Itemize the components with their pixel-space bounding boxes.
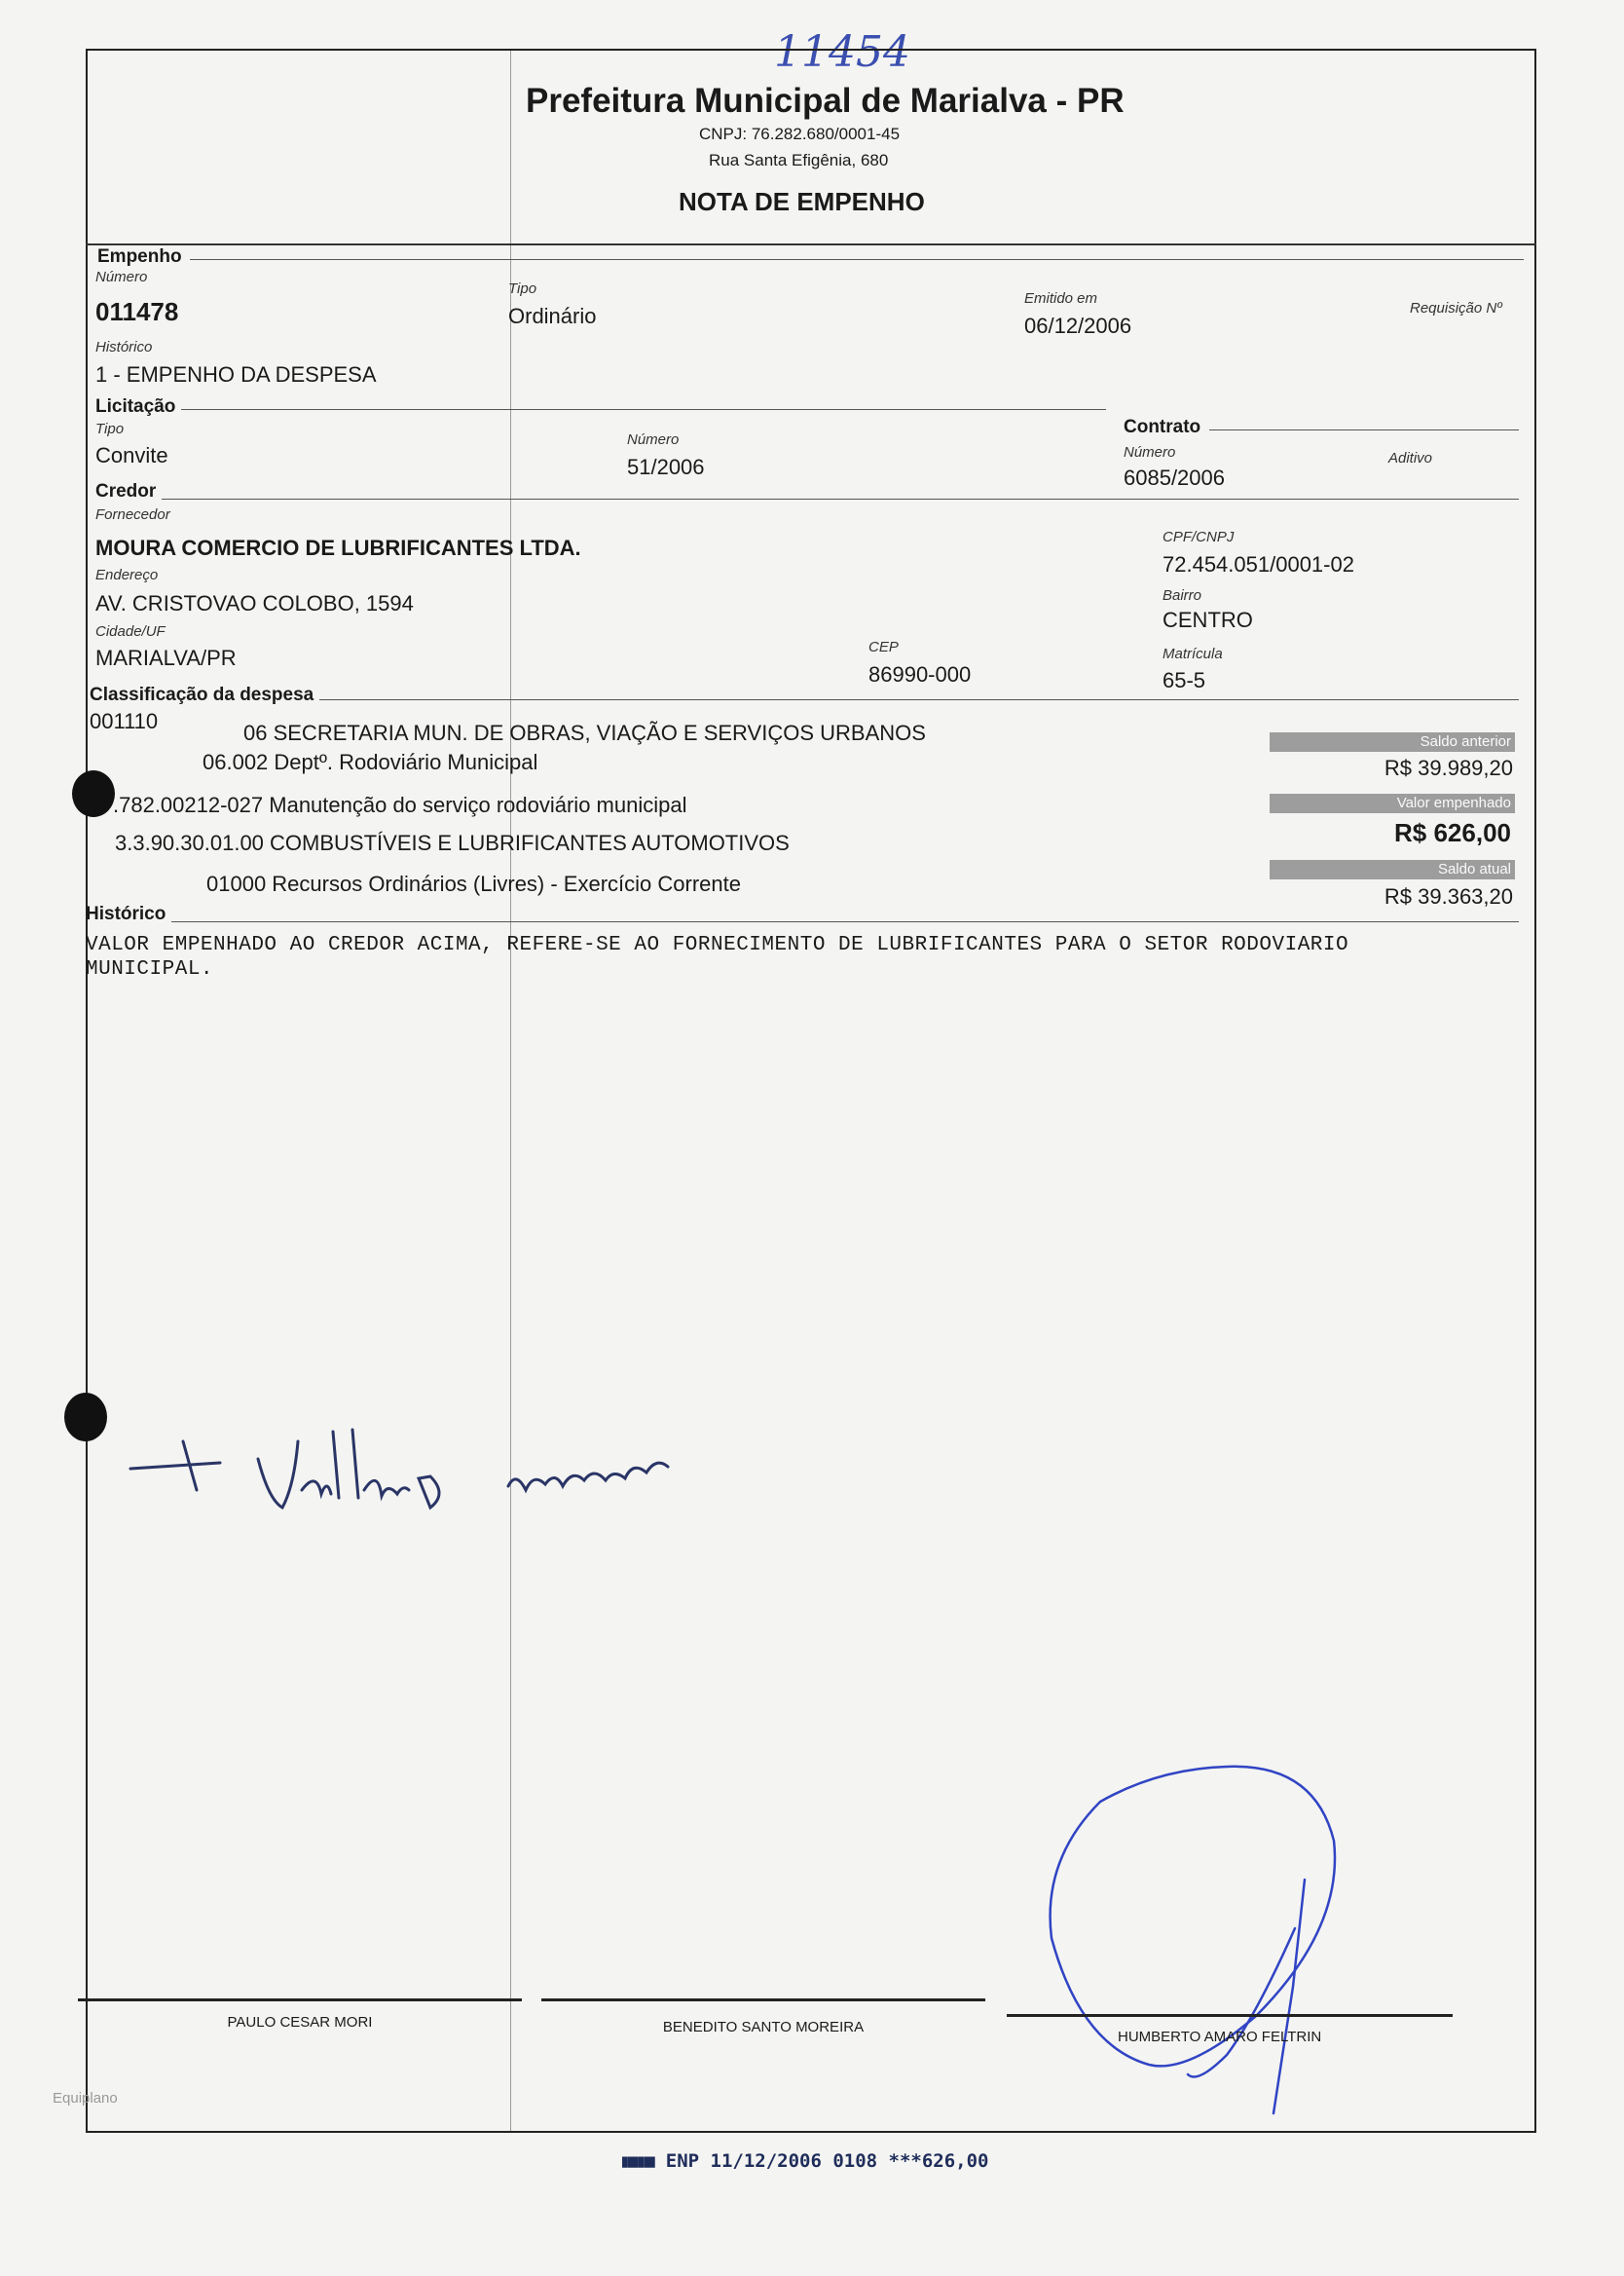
classificacao-line5: 01000 Recursos Ordinários (Livres) - Exercício Corrente: [206, 872, 741, 896]
fornecedor-value: MOURA COMERCIO DE LUBRIFICANTES LTDA.: [95, 536, 581, 560]
page-title: Prefeitura Municipal de Marialva - PR: [526, 82, 1125, 120]
classificacao-section-title: Classificação da despesa: [90, 685, 314, 705]
aditivo-label: Aditivo: [1388, 450, 1433, 466]
empenho-tipo: Ordinário: [508, 304, 597, 328]
signature-name-1: PAULO CESAR MORI: [227, 2014, 373, 2031]
bairro-label: Bairro: [1163, 587, 1202, 604]
signature-name-2: BENEDITO SANTO MOREIRA: [662, 2019, 865, 2035]
handwritten-note: [127, 1402, 789, 1529]
signature-drawing: [1013, 1763, 1363, 2152]
doc-title: NOTA DE EMPENHO: [679, 187, 925, 216]
classificacao-line3: .782.00212-027 Manutenção do serviço rodoviário municipal: [113, 793, 687, 817]
header-divider: [86, 243, 1536, 245]
signature-line-1: [78, 1998, 522, 2001]
fold-line: [510, 51, 511, 2131]
top-annotation: 11454: [774, 27, 910, 77]
valor-empenhado-label: Valor empenhado: [1270, 794, 1515, 813]
signature-line-3: [1007, 2014, 1453, 2017]
emitido-label: Emitido em: [1024, 290, 1098, 307]
empenho-historico: 1 - EMPENHO DA DESPESA: [95, 362, 377, 387]
saldo-anterior-value: R$ 39.989,20: [1384, 756, 1513, 780]
cnpj-text: CNPJ: 76.282.680/0001-45: [699, 125, 901, 143]
endereco-value: AV. CRISTOVAO COLOBO, 1594: [95, 591, 414, 616]
licitacao-numero: 51/2006: [627, 455, 705, 479]
licitacao-rule: [181, 409, 1106, 410]
empenho-section-title: Empenho: [97, 246, 182, 267]
historico-line1: VALOR EMPENHADO AO CREDOR ACIMA, REFERE-SE AO FORNECIMENTO DE LUBRIFICANTES PARA O SETOR RODOVIARIO: [86, 934, 1349, 956]
licitacao-tipo: Convite: [95, 443, 168, 467]
classificacao-line2: 06.002 Deptº. Rodoviário Municipal: [203, 750, 538, 774]
empenho-numero-label: Número: [95, 269, 148, 285]
credor-section-title: Credor: [95, 481, 157, 502]
contrato-numero-label: Número: [1124, 444, 1176, 461]
historico-section-title: Histórico: [86, 904, 166, 924]
fornecedor-label: Fornecedor: [95, 506, 170, 523]
cidade-value: MARIALVA/PR: [95, 646, 237, 670]
contrato-rule: [1209, 429, 1519, 430]
mechanical-stamp: [619, 2150, 989, 2172]
classificacao-code: 001110: [90, 709, 159, 733]
stamp-marks-icon: ▮■▮■: [619, 2150, 652, 2172]
empenho-rule: [190, 259, 1524, 260]
historico-line2: MUNICIPAL.: [86, 958, 214, 981]
hole-punch-bottom: [64, 1393, 107, 1441]
matricula-value: 65-5: [1163, 668, 1206, 692]
cpf-label: CPF/CNPJ: [1163, 529, 1235, 545]
address-text: Rua Santa Efigênia, 680: [709, 151, 889, 169]
cep-label: CEP: [868, 639, 899, 655]
historico-rule: [171, 921, 1519, 922]
saldo-atual-label: Saldo atual: [1270, 860, 1515, 879]
licitacao-tipo-label: Tipo: [95, 421, 125, 437]
classificacao-line4: 3.3.90.30.01.00 COMBUSTÍVEIS E LUBRIFICANTES AUTOMOTIVOS: [115, 831, 790, 855]
empenho-tipo-label: Tipo: [508, 280, 537, 297]
saldo-atual-value: R$ 39.363,20: [1384, 884, 1513, 909]
empenho-numero: 011478: [95, 297, 179, 326]
saldo-anterior-label: Saldo anterior: [1270, 732, 1515, 752]
hole-punch-top: [72, 770, 115, 817]
contrato-section-title: Contrato: [1124, 417, 1201, 437]
classificacao-line1: 06 SECRETARIA MUN. DE OBRAS, VIAÇÃO E SERVIÇOS URBANOS: [243, 721, 926, 745]
emitido-value: 06/12/2006: [1024, 314, 1132, 338]
valor-empenhado-value: R$ 626,00: [1394, 818, 1511, 847]
licitacao-section-title: Licitação: [95, 396, 176, 417]
classificacao-rule: [319, 699, 1519, 700]
cep-value: 86990-000: [868, 662, 972, 687]
equiplano-label: Equiplano: [53, 2090, 118, 2107]
licitacao-numero-label: Número: [627, 431, 680, 448]
stamp-text: ENP 11/12/2006 0108 ***626,00: [665, 2150, 989, 2172]
empenho-historico-label: Histórico: [95, 339, 153, 355]
bairro-value: CENTRO: [1163, 608, 1253, 632]
cidade-label: Cidade/UF: [95, 623, 166, 640]
credor-rule: [162, 499, 1519, 500]
signature-name-3: HUMBERTO AMARO FELTRIN: [1118, 2029, 1322, 2045]
cpf-value: 72.454.051/0001-02: [1163, 552, 1354, 577]
contrato-numero: 6085/2006: [1124, 466, 1225, 490]
signature-line-2: [541, 1998, 985, 2001]
requisicao-label: Requisição Nº: [1410, 300, 1502, 317]
matricula-label: Matrícula: [1163, 646, 1223, 662]
endereco-label: Endereço: [95, 567, 159, 583]
